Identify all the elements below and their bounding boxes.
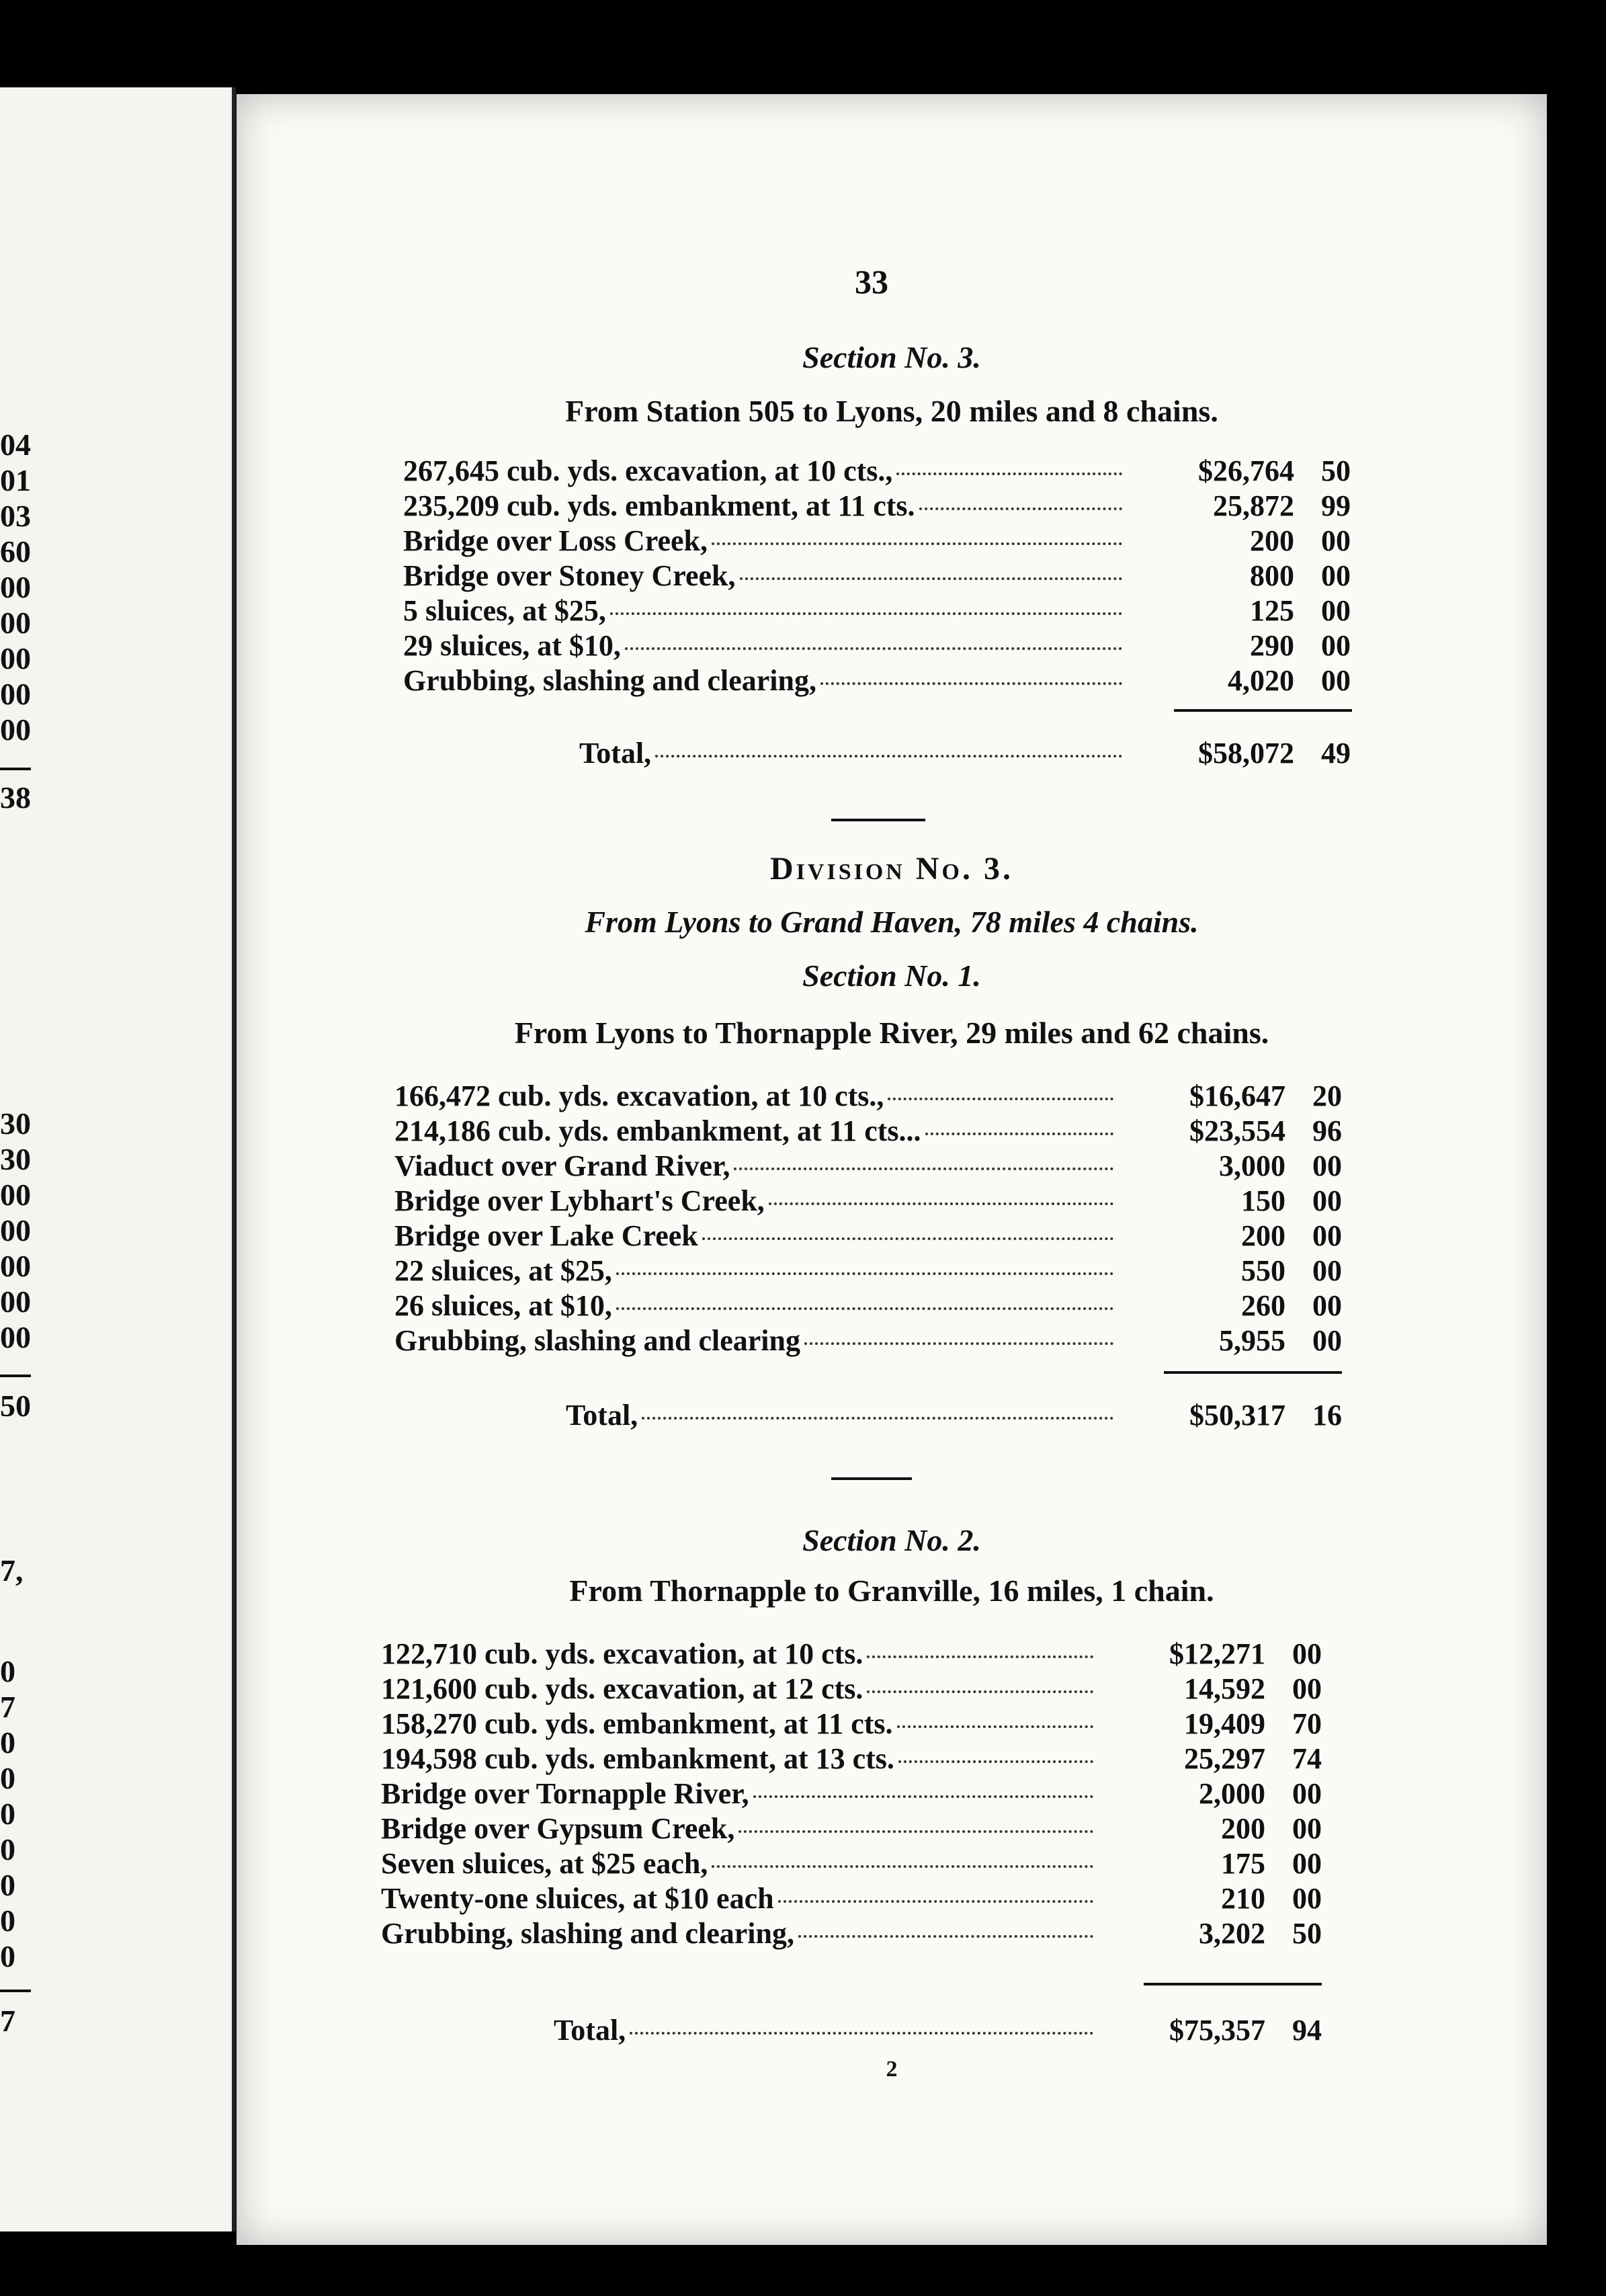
- total-cents: 16: [1312, 1399, 1342, 1432]
- row-cents: 00: [1321, 664, 1351, 697]
- table-row: [394, 1288, 1342, 1323]
- total-row: [579, 736, 1351, 771]
- left-number: 0: [0, 1761, 15, 1795]
- table-row: [394, 1149, 1342, 1184]
- table-row: [381, 1811, 1322, 1846]
- table-row: [381, 1846, 1322, 1881]
- total-rule: [1144, 1983, 1322, 1985]
- row-dollars: 175: [1221, 1847, 1265, 1880]
- section-title: Section No. 1.: [802, 958, 981, 993]
- left-number: 0: [0, 1868, 15, 1902]
- row-description: Seven sluices, at $25 each,: [381, 1847, 708, 1880]
- row-cents: 20: [1312, 1079, 1342, 1112]
- row-dollars: 125: [1250, 594, 1294, 627]
- row-description: 26 sluices, at $10,: [394, 1289, 612, 1322]
- table-row: [381, 1741, 1322, 1776]
- total-row: [554, 2013, 1322, 2048]
- table-row: [403, 559, 1351, 593]
- row-description: Bridge over Stoney Creek,: [403, 559, 736, 592]
- left-number: 01: [0, 463, 31, 497]
- left-number: 00: [0, 1178, 31, 1212]
- left-number: 0: [0, 1725, 15, 1760]
- left-total-rule: [0, 1375, 31, 1377]
- row-description: 158,270 cub. yds. embankment, at 11 cts.: [381, 1707, 893, 1740]
- row-description: Bridge over Tornapple River,: [381, 1777, 749, 1810]
- section-title: Section No. 3.: [802, 340, 981, 374]
- row-cents: 00: [1292, 1812, 1322, 1845]
- table-row: [394, 1323, 1342, 1358]
- row-dollars: 19,409: [1184, 1707, 1265, 1740]
- left-number: 00: [0, 712, 31, 747]
- row-cents: 00: [1321, 594, 1351, 627]
- table-row: [403, 524, 1351, 559]
- row-description: 29 sluices, at $10,: [403, 629, 621, 662]
- table-row: [381, 1707, 1322, 1741]
- signature-mark: 2: [886, 2057, 898, 2082]
- table-row: [381, 1881, 1322, 1916]
- row-dollars: 25,297: [1184, 1742, 1265, 1775]
- total-dollars: $58,072: [1198, 737, 1294, 770]
- row-dollars: 25,872: [1213, 489, 1294, 522]
- row-dollars: 200: [1221, 1812, 1265, 1845]
- section-subtitle: From Thornapple to Granville, 16 miles, 1 chain.: [569, 1573, 1214, 1608]
- row-dollars: 14,592: [1184, 1672, 1265, 1705]
- total-dollars: $75,357: [1169, 2014, 1265, 2047]
- row-cents: 50: [1321, 454, 1351, 487]
- table-row: [403, 489, 1351, 524]
- row-description: Viaduct over Grand River,: [394, 1149, 730, 1182]
- row-dollars: 210: [1221, 1882, 1265, 1915]
- row-cents: 00: [1321, 629, 1351, 662]
- row-description: 214,186 cub. yds. embankment, at 11 cts...: [394, 1114, 921, 1147]
- row-dollars: 3,202: [1199, 1917, 1265, 1950]
- total-label: Total,: [554, 2014, 626, 2047]
- total-rule: [1164, 1371, 1342, 1374]
- total-rule: [1174, 709, 1352, 712]
- left-number: 00: [0, 570, 31, 604]
- table-row: [403, 593, 1351, 628]
- row-cents: 74: [1292, 1742, 1322, 1775]
- table-row: [381, 1776, 1322, 1811]
- total-label: Total,: [566, 1399, 638, 1432]
- document-page: [237, 94, 1547, 2245]
- row-dollars: 800: [1250, 559, 1294, 592]
- left-number: 0: [0, 1903, 15, 1938]
- row-dollars: $16,647: [1189, 1079, 1285, 1112]
- table-row: [381, 1637, 1322, 1672]
- row-description: 122,710 cub. yds. excavation, at 10 cts.: [381, 1637, 863, 1670]
- page-number: 33: [855, 263, 888, 300]
- row-dollars: 3,000: [1219, 1149, 1285, 1182]
- row-cents: 00: [1321, 559, 1351, 592]
- section-title: Section No. 2.: [802, 1523, 981, 1557]
- table-row: [394, 1114, 1342, 1149]
- row-cents: 00: [1312, 1219, 1342, 1252]
- left-number: 0: [0, 1797, 15, 1831]
- row-dollars: 150: [1241, 1184, 1285, 1217]
- division-title: Division No. 3.: [770, 851, 1013, 887]
- row-dollars: 200: [1250, 524, 1294, 557]
- total-dollars: $50,317: [1189, 1399, 1285, 1432]
- total-cents: 94: [1292, 2014, 1322, 2047]
- left-number: 00: [0, 1284, 31, 1319]
- left-number: 00: [0, 677, 31, 711]
- table-row: [403, 628, 1351, 663]
- table-row: [403, 454, 1351, 489]
- row-cents: 00: [1292, 1847, 1322, 1880]
- table-row: [403, 663, 1351, 698]
- table-row: [381, 1672, 1322, 1707]
- row-cents: 00: [1312, 1254, 1342, 1287]
- row-cents: 96: [1312, 1114, 1342, 1147]
- row-description: Grubbing, slashing and clearing: [394, 1324, 800, 1357]
- left-total: 7: [0, 2004, 15, 2038]
- left-number: 30: [0, 1106, 31, 1141]
- row-description: 166,472 cub. yds. excavation, at 10 cts.,: [394, 1079, 884, 1112]
- row-description: 5 sluices, at $25,: [403, 594, 606, 627]
- row-description: 194,598 cub. yds. embankment, at 13 cts.: [381, 1742, 894, 1775]
- row-dollars: $12,271: [1169, 1637, 1265, 1670]
- row-dollars: 4,020: [1228, 664, 1294, 697]
- row-cents: 00: [1312, 1184, 1342, 1217]
- row-cents: 00: [1292, 1672, 1322, 1705]
- section-subtitle: From Lyons to Thornapple River, 29 miles and 62 chains.: [514, 1016, 1269, 1050]
- row-description: 22 sluices, at $25,: [394, 1254, 612, 1287]
- left-number: 30: [0, 1142, 31, 1176]
- row-cents: 00: [1312, 1324, 1342, 1357]
- row-dollars: 550: [1241, 1254, 1285, 1287]
- section-subtitle: From Station 505 to Lyons, 20 miles and 8 chains.: [565, 394, 1218, 428]
- row-cents: 00: [1321, 524, 1351, 557]
- left-facing-page: [0, 87, 236, 2231]
- row-cents: 00: [1312, 1149, 1342, 1182]
- row-description: 235,209 cub. yds. embankment, at 11 cts.: [403, 489, 915, 522]
- section-separator: [831, 819, 925, 821]
- row-cents: 70: [1292, 1707, 1322, 1740]
- total-row: [566, 1398, 1342, 1433]
- left-number: 0: [0, 1939, 15, 1973]
- row-dollars: $26,764: [1198, 454, 1294, 487]
- row-cents: 00: [1312, 1289, 1342, 1322]
- row-description: Twenty-one sluices, at $10 each: [381, 1882, 774, 1915]
- table-row: [381, 1916, 1322, 1951]
- left-number: 7: [0, 1690, 15, 1724]
- division-subtitle: From Lyons to Grand Haven, 78 miles 4 chains.: [585, 905, 1199, 939]
- row-description: Bridge over Lybhart's Creek,: [394, 1184, 765, 1217]
- row-description: Grubbing, slashing and clearing,: [403, 664, 816, 697]
- row-dollars: 2,000: [1199, 1777, 1265, 1810]
- row-description: Bridge over Loss Creek,: [403, 524, 708, 557]
- left-total-rule: [0, 1990, 31, 1992]
- row-cents: 00: [1292, 1777, 1322, 1810]
- left-number: 00: [0, 1320, 31, 1354]
- row-cents: 99: [1321, 489, 1351, 522]
- row-cents: 00: [1292, 1637, 1322, 1670]
- row-description: Bridge over Lake Creek: [394, 1219, 698, 1252]
- left-number: 0: [0, 1654, 15, 1688]
- row-description: Grubbing, slashing and clearing,: [381, 1917, 794, 1950]
- row-dollars: 260: [1241, 1289, 1285, 1322]
- table-row: [394, 1254, 1342, 1288]
- row-description: Bridge over Gypsum Creek,: [381, 1812, 735, 1845]
- table-row: [394, 1079, 1342, 1114]
- row-description: 121,600 cub. yds. excavation, at 12 cts.: [381, 1672, 863, 1705]
- left-number: 03: [0, 499, 31, 533]
- left-total: 38: [0, 780, 31, 815]
- left-total: 50: [0, 1389, 31, 1423]
- row-dollars: $23,554: [1189, 1114, 1285, 1147]
- table-row: [394, 1184, 1342, 1219]
- section-separator: [831, 1477, 912, 1480]
- total-cents: 49: [1321, 737, 1351, 770]
- left-number: 00: [0, 1213, 31, 1247]
- left-number: 00: [0, 1249, 31, 1283]
- left-number: 04: [0, 427, 31, 462]
- row-dollars: 200: [1241, 1219, 1285, 1252]
- table-row: [394, 1219, 1342, 1254]
- row-dollars: 290: [1250, 629, 1294, 662]
- row-dollars: 5,955: [1219, 1324, 1285, 1357]
- row-cents: 50: [1292, 1917, 1322, 1950]
- left-total-rule: [0, 768, 31, 770]
- row-description: 267,645 cub. yds. excavation, at 10 cts.,: [403, 454, 893, 487]
- left-number: 00: [0, 606, 31, 640]
- left-number: 60: [0, 534, 31, 569]
- total-label: Total,: [579, 737, 652, 770]
- left-mark: 7,: [0, 1553, 24, 1588]
- left-number: 00: [0, 641, 31, 675]
- row-cents: 00: [1292, 1882, 1322, 1915]
- left-number: 0: [0, 1832, 15, 1867]
